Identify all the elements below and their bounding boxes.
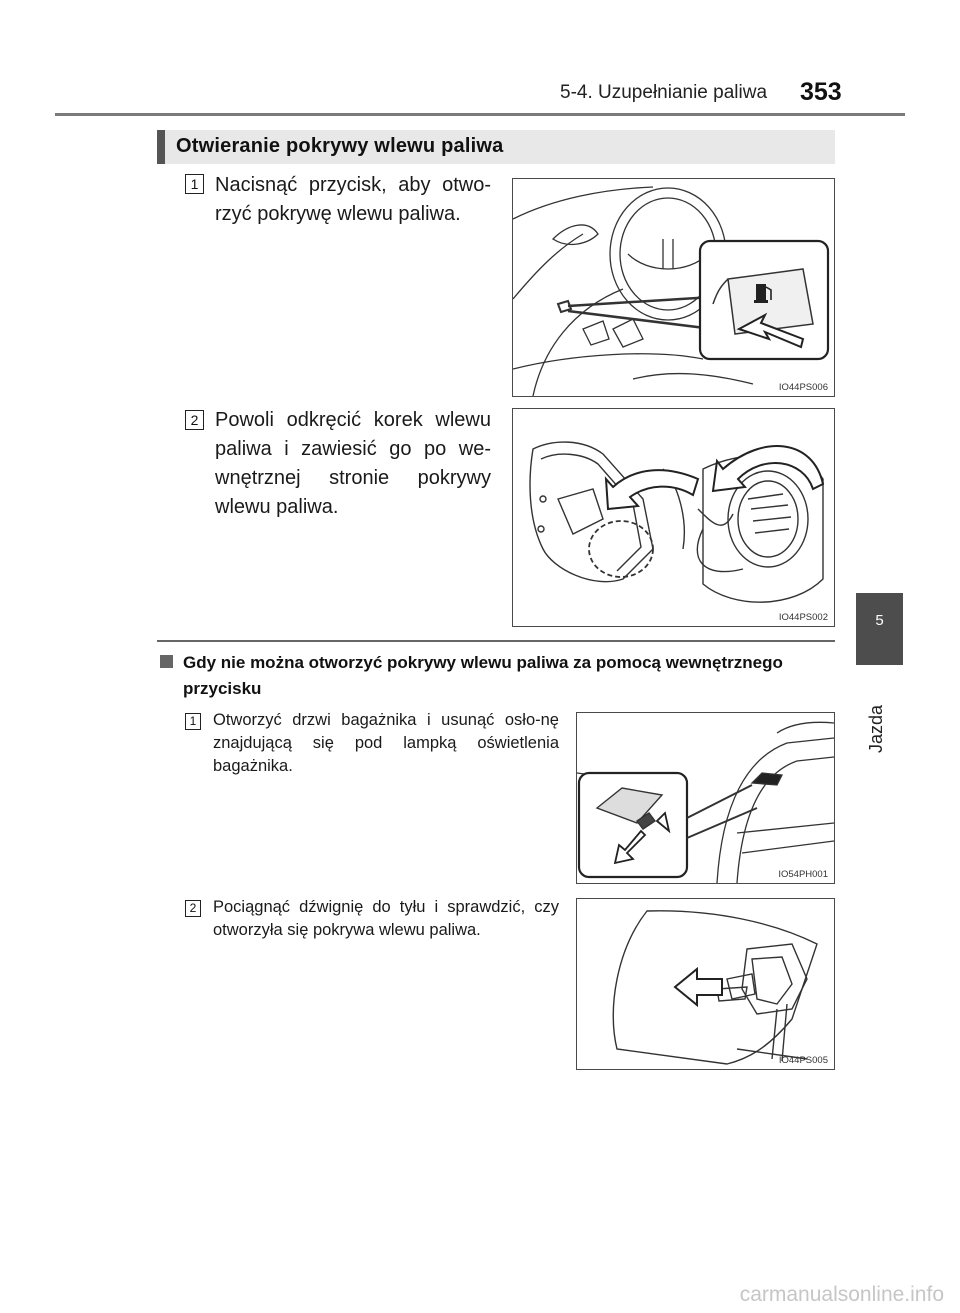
section-heading: Otwieranie pokrywy wlewu paliwa bbox=[176, 135, 504, 157]
figure-code: IO44PS005 bbox=[778, 1055, 828, 1066]
note-step-1-text: Otworzyć drzwi bagażnika i usunąć osło-nę znajdującą się pod lampką oświetlenia bagażnika. bbox=[213, 711, 559, 775]
note-step-2-text: Pociągnąć dźwignię do tyłu i sprawdzić, czy otworzyła się pokrywa wlewu paliwa. bbox=[213, 898, 559, 939]
chapter-tab bbox=[856, 593, 903, 665]
lever-illustration bbox=[577, 899, 834, 1069]
running-header-section: 5-4. Uzupełnianie paliwa bbox=[560, 82, 768, 103]
figure-fuel-door-button bbox=[512, 178, 835, 397]
section-heading-bar bbox=[157, 130, 165, 164]
note-step-number-1: 1 bbox=[185, 713, 201, 730]
figure-code: IO54PH001 bbox=[778, 869, 828, 880]
fuel-cap-illustration bbox=[513, 409, 834, 626]
arrow-icon bbox=[675, 969, 722, 1005]
step-2-text: Powoli odkręcić korek wlewu paliwa i zawiesić go po we-wnętrznej stronie pokrywy wlewu paliwa. bbox=[215, 409, 491, 518]
step-number-1: 1 bbox=[185, 174, 204, 194]
section-divider bbox=[157, 640, 835, 642]
figure-trunk-cover bbox=[576, 712, 835, 884]
dashboard-illustration bbox=[513, 179, 834, 396]
figure-code: IO44PS002 bbox=[778, 612, 828, 623]
page-number: 353 bbox=[800, 78, 842, 106]
figure-code: IO44PS006 bbox=[778, 382, 828, 393]
step-number-2: 2 bbox=[185, 410, 204, 430]
watermark: carmanualsonline.info bbox=[739, 1283, 944, 1306]
trunk-illustration bbox=[577, 713, 834, 883]
note-step-number-2: 2 bbox=[185, 900, 201, 917]
chapter-number: 5 bbox=[875, 612, 884, 629]
note-title: Gdy nie można otworzyć pokrywy wlewu paliwa za pomocą wewnętrznego przycisku bbox=[183, 653, 783, 698]
step-1-text: Nacisnąć przycisk, aby otwo-rzyć pokrywę wlewu paliwa. bbox=[215, 174, 491, 225]
figure-fuel-cap bbox=[512, 408, 835, 627]
rotate-arrow-icon bbox=[606, 446, 823, 509]
figure-fuel-lever bbox=[576, 898, 835, 1070]
header-rule bbox=[55, 113, 905, 116]
square-bullet-icon bbox=[160, 655, 173, 668]
chapter-name: Jazda bbox=[866, 705, 886, 754]
